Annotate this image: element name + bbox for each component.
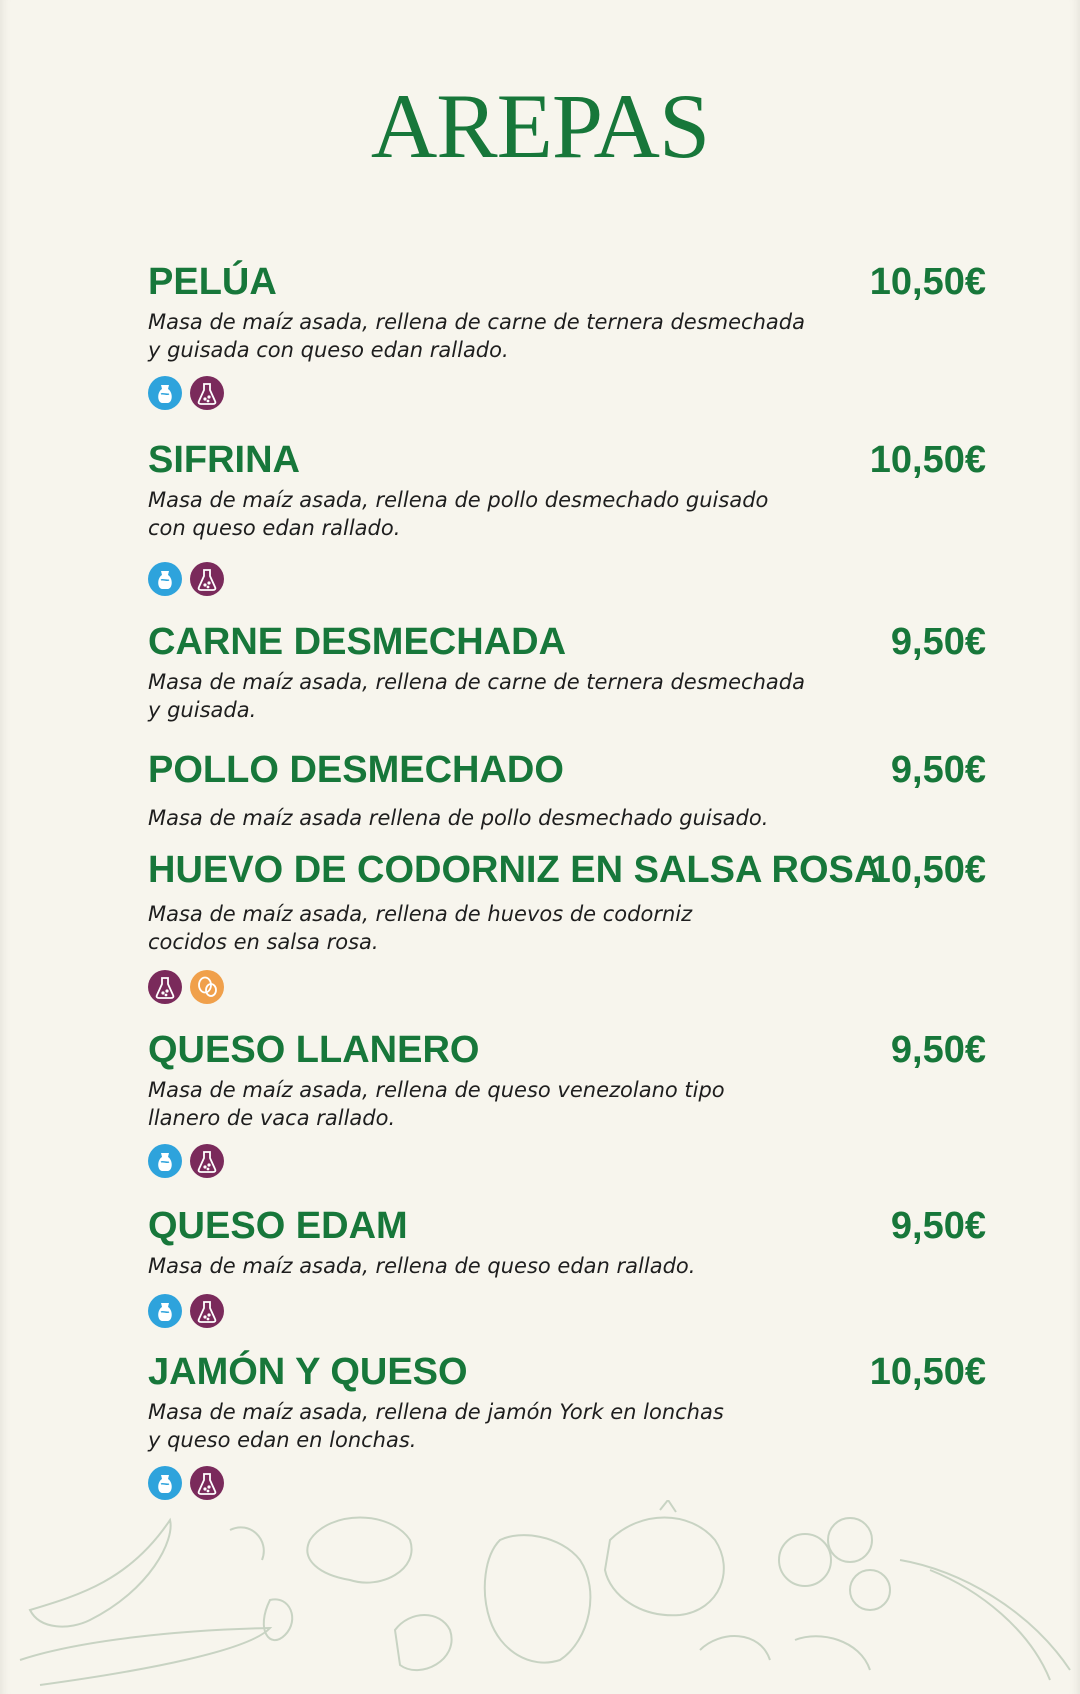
item-description: [148, 668, 928, 724]
cucumber-slice-sketch: [779, 1534, 831, 1586]
tomato-sketch: [605, 1518, 724, 1616]
item-description-line: y guisada.: [148, 698, 257, 722]
menu-item-huevo-codorniz: [148, 846, 986, 1004]
allergen-icons: [148, 1466, 986, 1500]
chili-pepper-sketch: [30, 1520, 171, 1627]
sulphites-icon: [190, 376, 224, 410]
menu-item-carne-desmechada: [148, 618, 986, 724]
allergen-icons: [148, 562, 986, 596]
item-price: 9,50€: [890, 621, 986, 663]
herb-sketch: [264, 1599, 292, 1640]
pepper-sketch: [485, 1535, 591, 1662]
item-price: 9,50€: [890, 1029, 986, 1071]
item-description-line: Masa de maíz asada, rellena de carne de ternera desmechada: [148, 670, 805, 694]
item-name: QUESO EDAM: [148, 1205, 408, 1247]
corn-cob-sketch: [900, 1560, 1070, 1670]
item-name: PELÚA: [148, 261, 277, 303]
bell-pepper-sketch: [307, 1518, 411, 1583]
onion-sketch: [795, 1636, 870, 1670]
item-description: [148, 1076, 928, 1132]
item-name: CARNE DESMECHADA: [148, 621, 567, 663]
garlic-clove-sketch: [700, 1636, 770, 1660]
menu-item-jamon-y-queso: [148, 1348, 986, 1500]
page-title: AREPAS: [370, 75, 710, 177]
sulphites-icon: [190, 1294, 224, 1328]
egg-icon: [190, 970, 224, 1004]
item-description-line: Masa de maíz asada, rellena de huevos de codorniz: [148, 902, 693, 926]
item-description: [148, 804, 928, 832]
item-price: 10,50€: [869, 261, 986, 303]
allergen-icons: [148, 1144, 986, 1178]
item-description: [148, 1398, 928, 1454]
allergen-icons: [148, 970, 986, 1004]
item-description-line: Masa de maíz asada, rellena de queso edan rallado.: [148, 1254, 696, 1278]
item-price: 9,50€: [890, 749, 986, 791]
item-name: QUESO LLANERO: [148, 1029, 480, 1071]
item-description-line: Masa de maíz asada rellena de pollo desmechado guisado.: [148, 806, 769, 830]
milk-icon: [148, 376, 182, 410]
item-description: [148, 486, 928, 542]
allergen-icons: [148, 376, 986, 410]
cucumber-slice-sketch: [850, 1570, 890, 1610]
menu-item-pelua: [148, 258, 986, 410]
milk-icon: [148, 1466, 182, 1500]
menu-item-queso-edam: [148, 1202, 986, 1328]
carrot-sketch: [20, 1628, 270, 1685]
item-name: SIFRINA: [148, 439, 300, 481]
item-description-line: Masa de maíz asada, rellena de pollo desmechado guisado: [148, 488, 769, 512]
item-description-line: cocidos en salsa rosa.: [148, 930, 379, 954]
item-description-line: Masa de maíz asada, rellena de queso venezolano tipo: [148, 1078, 725, 1102]
item-description: [148, 308, 928, 364]
item-description-line: Masa de maíz asada, rellena de jamón York en lonchas: [148, 1400, 724, 1424]
sulphites-icon: [190, 1466, 224, 1500]
garlic-sketch: [230, 1527, 264, 1560]
item-description-line: Masa de maíz asada, rellena de carne de ternera desmechada: [148, 310, 805, 334]
corn-small-sketch: [395, 1615, 452, 1670]
milk-icon: [148, 1144, 182, 1178]
allergen-icons: [148, 1294, 986, 1328]
item-name: POLLO DESMECHADO: [148, 749, 564, 791]
menu-item-pollo-desmechado: [148, 746, 986, 832]
item-description: [148, 900, 928, 956]
menu-item-queso-llanero: [148, 1026, 986, 1178]
item-description-line: y queso edan en lonchas.: [148, 1428, 417, 1452]
vegetable-sketch-decoration: [0, 1500, 1080, 1694]
item-description-line: llanero de vaca rallado.: [148, 1106, 396, 1130]
sulphites-icon: [148, 970, 182, 1004]
sulphites-icon: [190, 562, 224, 596]
tomato-stem-sketch: [660, 1500, 676, 1512]
item-price: 9,50€: [890, 1205, 986, 1247]
item-name: JAMÓN Y QUESO: [148, 1351, 468, 1393]
menu-item-sifrina: [148, 436, 986, 596]
item-description-line: con queso edan rallado.: [148, 516, 401, 540]
milk-icon: [148, 1294, 182, 1328]
item-name: HUEVO DE CODORNIZ EN SALSA ROSA: [148, 849, 882, 891]
sulphites-icon: [190, 1144, 224, 1178]
item-price: 10,50€: [869, 849, 986, 891]
item-price: 10,50€: [869, 1351, 986, 1393]
item-description-line: y guisada con queso edan rallado.: [148, 338, 509, 362]
item-description: [148, 1252, 928, 1280]
item-price: 10,50€: [869, 439, 986, 481]
cucumber-slice-sketch: [828, 1518, 872, 1562]
milk-icon: [148, 562, 182, 596]
